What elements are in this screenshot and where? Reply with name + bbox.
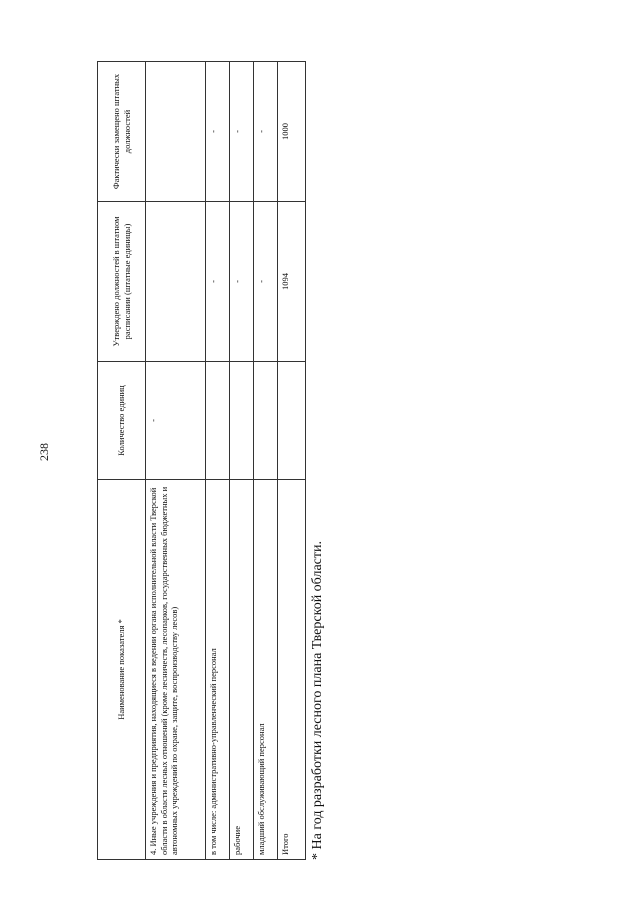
row-approved: - [254, 202, 278, 362]
row-actual: 1000 [278, 62, 306, 202]
staff-table [97, 61, 306, 860]
row-approved [146, 202, 206, 362]
row-name: рабочие [230, 480, 254, 860]
header-filled-positions: Фактически замещено штатных должностей [98, 62, 146, 202]
table-row [206, 62, 230, 860]
table-row [230, 62, 254, 860]
row-approved: - [230, 202, 254, 362]
header-unit-count: Количество единиц [98, 362, 146, 480]
table-row [254, 62, 278, 860]
row-actual: - [254, 62, 278, 202]
row-actual [146, 62, 206, 202]
row-count [278, 362, 306, 480]
header-approved-positions: Утверждено должностей в штатном расписании (штатные единицы) [98, 202, 146, 362]
table-header-row [98, 62, 146, 860]
row-approved: 1094 [278, 202, 306, 362]
row-name: 4. Иные учреждения и предприятия, находящиеся в ведении органа исполнительной власти Тверской области в области лесных отношений (кроме лесничеств, лесопарков, государственных бюджетных и автономных учреждений по охране, защите, воспроизводству лесов) [146, 480, 206, 860]
table-row [146, 62, 206, 860]
table-row-total [278, 62, 306, 860]
row-actual: - [206, 62, 230, 202]
row-actual: - [230, 62, 254, 202]
row-count [230, 362, 254, 480]
header-indicator-name: Наименование показателя * [98, 480, 146, 860]
row-name: в том числе: административно-управленческий персонал [206, 480, 230, 860]
row-count [206, 362, 230, 480]
row-approved: - [206, 202, 230, 362]
row-name: младший обслуживающий персонал [254, 480, 278, 860]
row-count [254, 362, 278, 480]
rotated-table-block [97, 62, 337, 860]
row-name: Итого [278, 480, 306, 860]
row-count: - [146, 362, 206, 480]
page-number: 238 [37, 443, 51, 461]
footnote: * На год разработки лесного плана Тверской области. [310, 541, 325, 860]
